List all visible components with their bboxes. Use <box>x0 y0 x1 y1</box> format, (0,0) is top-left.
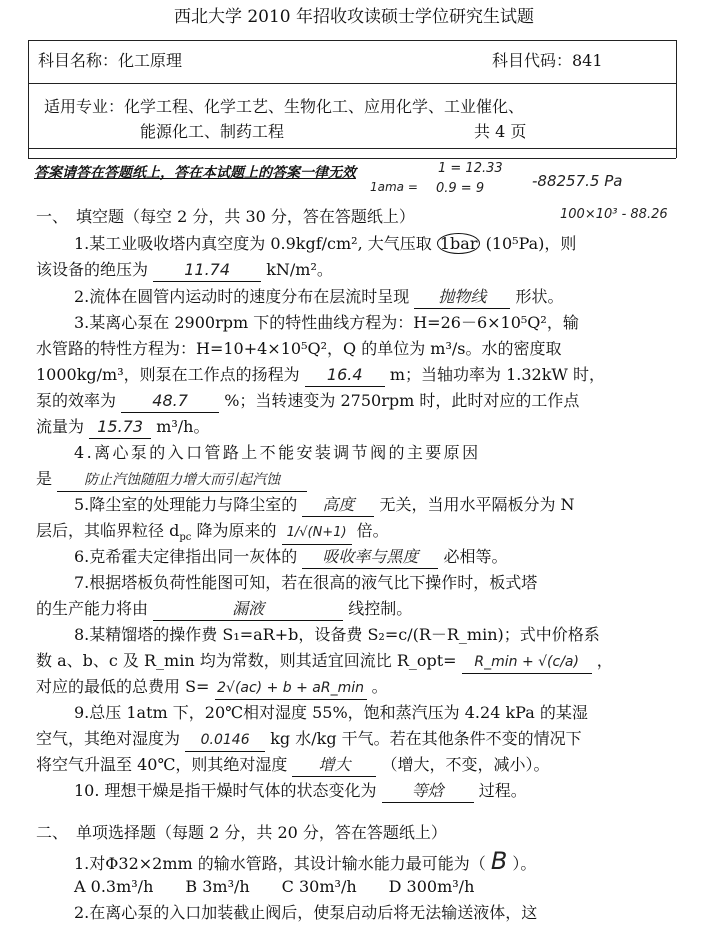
q8-answer-2: 2√(ac) + b + aR_min <box>215 677 367 700</box>
q8-text-e: 。 <box>371 677 388 696</box>
q3-line-3 <box>36 364 605 387</box>
q9-line-1: 9.总压 1atm 下，20℃相对湿度 55%，饱和蒸汽压为 4.24 kPa 的某湿 <box>74 703 588 722</box>
q3-line-4 <box>36 390 579 413</box>
q3-text-c: 1000kg/m³，则泵在工作点的扬程为 <box>36 365 300 384</box>
q8-text-c: ， <box>596 651 613 670</box>
q5-text-c: 层后，其临界粒径 d <box>36 521 180 540</box>
q2-text-b: 形状。 <box>515 287 564 306</box>
header-divider <box>28 83 676 84</box>
s2-q2-line-1: 2.在离心泵的入口加装截止阀后，使泵启动后将无法输送液体，这 <box>74 903 538 922</box>
q1-text-b: (10⁵Pa)，则 <box>485 234 577 253</box>
q1-line-1 <box>74 233 576 255</box>
q5-subscript: pc <box>179 532 192 544</box>
q8-line-1: 8.某精馏塔的操作费 S₁=aR+b，设备费 S₂=c/(R－R_min)；式中价格系 <box>74 625 600 644</box>
q1-answer: 11.74 <box>153 259 261 282</box>
header-border-top <box>28 40 676 41</box>
q3-text-g: 流量为 <box>36 417 85 436</box>
majors-line-2: 能源化工、制药工程 <box>140 122 285 141</box>
margin-note-4: -88257.5 Pa <box>532 172 623 190</box>
q9-answer-1: 0.0146 <box>185 729 265 752</box>
q3-text-h: m³/h。 <box>156 417 210 436</box>
q6-answer: 吸收率与黑度 <box>302 546 438 569</box>
q3-text-d: m；当轴功率为 1.32kW 时， <box>389 365 605 384</box>
q8-line-3 <box>36 676 388 700</box>
q5-line-1 <box>74 494 575 517</box>
s2-q1-options: A 0.3m³/h B 3m³/h C 30m³/h D 300m³/h <box>74 877 475 896</box>
section1-heading: 一、 填空题（每空 2 分，共 30 分，答在答题纸上） <box>36 207 415 226</box>
q1-text-a: 1.某工业吸收塔内真空度为 0.9kgf/cm², 大气压取 <box>74 234 432 253</box>
q3-answer-1: 16.4 <box>305 364 385 387</box>
q5-line-2 <box>36 520 389 549</box>
q9-text-d: 将空气升温至 40℃，则其绝对湿度 <box>36 755 288 774</box>
page-count: 共 4 页 <box>474 122 527 141</box>
q5-text-e: 倍。 <box>356 521 389 540</box>
q1-text-d: kN/m²。 <box>266 260 333 279</box>
q1-text-c: 该设备的绝压为 <box>36 260 149 279</box>
q8-text-d: 对应的最低的总费用 S= <box>36 677 210 696</box>
q9-text-c: kg 水/kg 干气。若在其他条件不变的情况下 <box>270 729 582 748</box>
q3-line-1: 3.某离心泵在 2900rpm 下的特性曲线方程为：H=26－6×10⁵Q²，输 <box>74 313 579 332</box>
q4-text-b: 是 <box>36 469 53 488</box>
q7-line-1: 7.根据塔板负荷性能图可知，若在很高的液气比下操作时，板式塔 <box>74 573 538 592</box>
q1-circled-unit: 1bar <box>437 233 481 254</box>
q5-answer-2: 1/√(N+1) <box>282 522 352 545</box>
majors-line-1: 适用专业：化学工程、化学工艺、生物化工、应用化学、工业催化、 <box>44 97 525 116</box>
q3-line-5 <box>36 416 210 439</box>
q3-text-e: 泵的效率为 <box>36 391 117 410</box>
q2-line <box>74 286 563 309</box>
q5-text-b: 无关，当用水平隔板分为 N <box>379 495 575 514</box>
header-border-right <box>676 40 677 158</box>
q6-line <box>74 546 507 569</box>
q4-line-1: 4.离心泵的入口管路上不能安装调节阀的主要原因 <box>74 443 481 462</box>
section2-heading: 二、 单项选择题（每题 2 分，共 20 分，答在答题纸上） <box>36 823 447 842</box>
s2-q1-line-1 <box>74 847 537 875</box>
q7-answer: 漏液 <box>153 598 343 621</box>
q7-line-2 <box>36 598 412 621</box>
q8-line-2 <box>36 650 613 674</box>
subject-name: 科目名称：化工原理 <box>38 51 183 70</box>
header-border-bottom-2 <box>28 158 676 159</box>
q7-text-c: 线控制。 <box>348 599 413 618</box>
subject-code: 科目代码：841 <box>492 51 603 70</box>
q4-answer: 防止汽蚀随阻力增大而引起汽蚀 <box>57 469 307 492</box>
q8-answer-1: R_min + √(c/a) <box>462 651 592 674</box>
q5-text-d: 降为原来的 <box>196 521 277 540</box>
q6-text-b: 必相等。 <box>443 547 508 566</box>
s2-q1-text-b: ）。 <box>512 854 537 873</box>
q9-line-2 <box>36 728 582 752</box>
q3-answer-2: 48.7 <box>121 390 219 413</box>
margin-note-1: 1 = 12.33 <box>438 161 503 176</box>
q10-text-a: 10. 理想干燥是指干燥时气体的状态变化为 <box>74 781 377 800</box>
q9-text-e: （增大，不变，减小）。 <box>381 755 550 774</box>
margin-note-3: 0.9 = 9 <box>436 181 485 196</box>
margin-note-5: 100×10³ - 88.26 <box>560 207 668 222</box>
q10-answer: 等焓 <box>382 780 474 803</box>
q8-text-b: 数 a、b、c 及 R_min 均为常数，则其适宜回流比 R_opt= <box>36 651 457 670</box>
q9-text-b: 空气，其绝对湿度为 <box>36 729 181 748</box>
answer-notice: 答案请答在答题纸上，答在本试题上的答案一律无效 <box>34 165 356 181</box>
q2-text-a: 2.流体在圆管内运动时的速度分布在层流时呈现 <box>74 287 410 306</box>
q2-answer: 抛物线 <box>414 286 510 309</box>
q10-text-b: 过程。 <box>478 781 527 800</box>
q5-text-a: 5.降尘室的处理能力与降尘室的 <box>74 495 298 514</box>
q3-text-f: %；当转速变为 2750rpm 时，此时对应的工作点 <box>224 391 580 410</box>
q4-line-2 <box>36 468 307 492</box>
q3-line-2: 水管路的特性方程为：H=10+4×10⁵Q²，Q 的单位为 m³/s。水的密度取 <box>36 339 562 358</box>
q7-text-b: 的生产能力将由 <box>36 599 149 618</box>
q5-answer-1: 高度 <box>302 494 374 517</box>
q6-text-a: 6.克希霍夫定律指出同一灰体的 <box>74 547 298 566</box>
q9-line-3 <box>36 754 550 777</box>
q1-line-2 <box>36 259 333 282</box>
header-border-bottom <box>28 148 676 149</box>
q10-line <box>74 780 527 803</box>
header-border-left <box>28 40 29 158</box>
margin-note-2: 1ama = <box>370 180 418 194</box>
q3-answer-3: 15.73 <box>89 416 151 439</box>
s2-q1-answer: B <box>490 847 508 875</box>
q9-answer-2: 增大 <box>292 754 376 777</box>
page-title: 西北大学 2010 年招收攻读硕士学位研究生试题 <box>173 7 535 27</box>
s2-q1-text-a: 1.对Φ32×2mm 的输水管路，其设计输水能力最可能为（ <box>74 854 486 873</box>
